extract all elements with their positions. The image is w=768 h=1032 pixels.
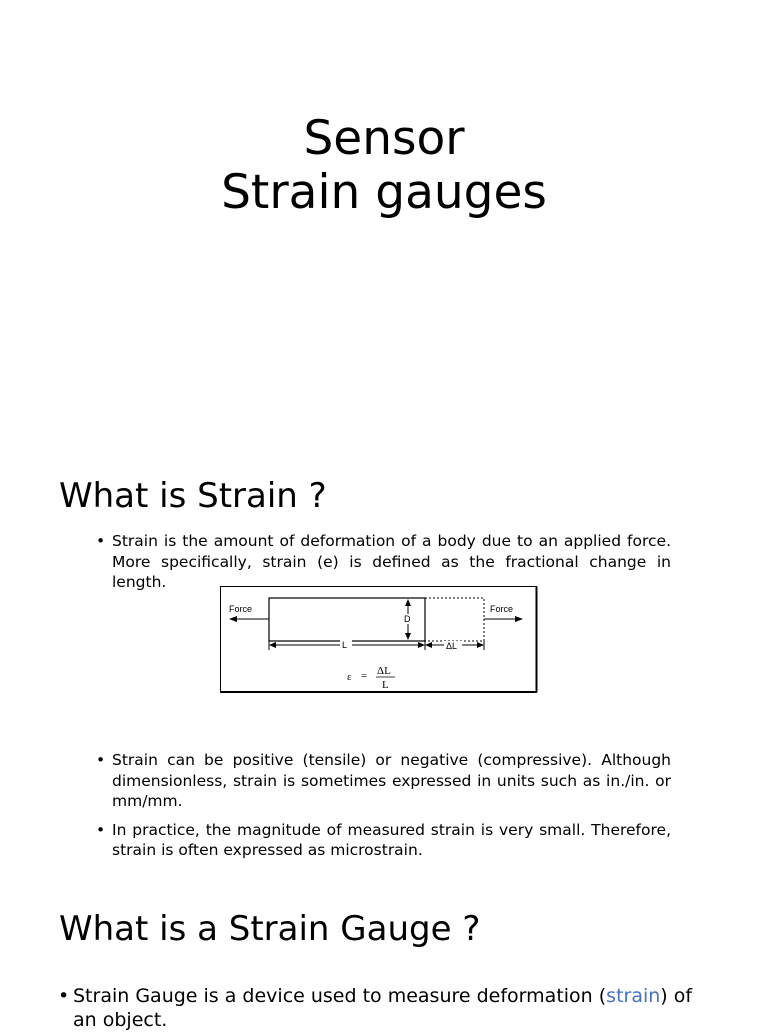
title-line-1: Sensor <box>303 111 465 166</box>
heading-what-is-strain-gauge: What is a Strain Gauge ? <box>59 909 481 949</box>
bullet-microstrain: • In practice, the magnitude of measured strain is very small. Therefore, strain is often expressed as microstrain. <box>96 820 671 861</box>
force-right-label: Force <box>490 604 514 614</box>
force-left-label: Force <box>229 604 253 614</box>
d-label: D <box>404 614 411 624</box>
strain-details-list <box>96 750 671 861</box>
slide-title <box>0 112 768 220</box>
equation-sign: = <box>361 670 368 682</box>
title-line-2: Strain gauges <box>221 165 547 220</box>
equation-numerator: ΔL <box>377 665 391 677</box>
strain-definition-list <box>96 531 671 593</box>
equation-lhs: ε <box>347 671 352 683</box>
strain-diagram <box>220 586 538 693</box>
bullet-suffix: ) of an object. <box>73 985 693 1031</box>
heading-what-is-strain: What is Strain ? <box>59 476 327 516</box>
strain-link[interactable]: strain <box>606 985 661 1007</box>
bullet-strain-gauge-definition <box>58 984 718 1032</box>
bullet-strain-sign: • Strain can be positive (tensile) or negative (compressive). Although dimensionless, strain is sometimes expressed in units such as in./in. or mm/mm. <box>96 750 671 812</box>
bullet-prefix: Strain Gauge is a device used to measure deformation ( <box>73 985 607 1007</box>
strain-gauge-list <box>58 984 718 1032</box>
equation-denominator: L <box>382 679 389 691</box>
l-label: L <box>342 640 348 650</box>
bullet-strain-definition: • Strain is the amount of deformation of a body due to an applied force. More specifically, strain (e) is defined as the fractional change in length. <box>96 531 671 593</box>
delta-l-label: ΔL <box>446 641 458 651</box>
